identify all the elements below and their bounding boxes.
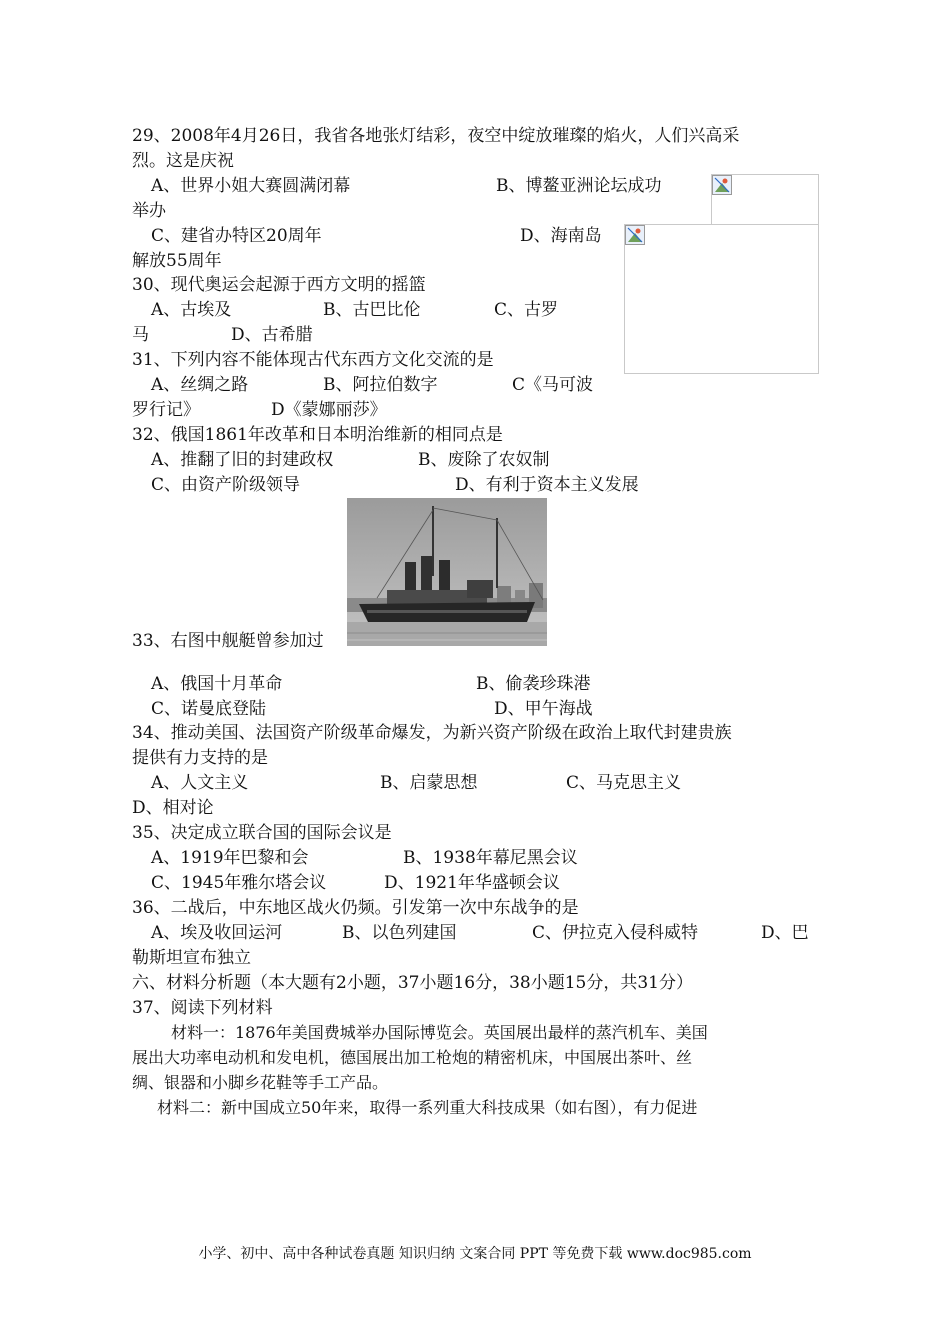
q29-option-b: B、博鳌亚洲论坛成功 bbox=[496, 176, 662, 196]
q32-option-a: A、推翻了旧的封建政权 bbox=[151, 450, 334, 470]
material-2-line1: 材料二：新中国成立50年来，取得一系列重大科技成果（如右图），有力促进 bbox=[157, 1098, 698, 1117]
q33-option-d: D、甲午海战 bbox=[494, 699, 593, 719]
q30-option-c-cont: 马 bbox=[132, 325, 149, 345]
q30-option-b: B、古巴比伦 bbox=[323, 300, 421, 320]
q35-option-b: B、1938年幕尼黑会议 bbox=[403, 848, 578, 868]
q35-option-c: C、1945年雅尔塔会议 bbox=[151, 873, 327, 893]
q29-option-c: C、建省办特区20周年 bbox=[151, 226, 322, 246]
q32-option-d: D、有利于资本主义发展 bbox=[455, 475, 639, 495]
material-1-line1: 材料一：1876年美国费城举办国际博览会。英国展出最样的蒸汽机车、美国 bbox=[171, 1023, 708, 1042]
q29-stem-line2: 烈。这是庆祝 bbox=[132, 151, 234, 171]
q36-option-d-cont: 勒斯坦宣布独立 bbox=[132, 948, 251, 968]
q33-option-c: C、诺曼底登陆 bbox=[151, 699, 267, 719]
q34-option-c: C、马克思主义 bbox=[566, 773, 682, 793]
q36-option-b: B、以色列建国 bbox=[342, 923, 457, 943]
section-6-heading: 六、材料分析题（本大题有2小题，37小题16分，38小题15分，共31分） bbox=[132, 973, 693, 993]
q29-option-d-cont: 解放55周年 bbox=[132, 251, 222, 271]
q31-option-b: B、阿拉伯数字 bbox=[323, 375, 438, 395]
q35-option-d: D、1921年华盛顿会议 bbox=[384, 873, 560, 893]
q34-option-b: B、启蒙思想 bbox=[380, 773, 478, 793]
q29-option-b-cont: 举办 bbox=[132, 201, 166, 221]
q30-option-c: C、古罗 bbox=[494, 300, 559, 320]
q32-option-c: C、由资产阶级领导 bbox=[151, 475, 301, 495]
q29-option-d: D、海南岛 bbox=[520, 226, 602, 246]
q34-stem-line2: 提供有力支持的是 bbox=[132, 748, 268, 768]
q32-option-b: B、废除了农奴制 bbox=[418, 450, 550, 470]
q30-option-a: A、古埃及 bbox=[151, 300, 232, 320]
q33-stem: 33、右图中舰艇曾参加过 bbox=[132, 631, 324, 651]
q36-option-d: D、巴 bbox=[761, 923, 809, 943]
broken-image-icon bbox=[712, 175, 732, 195]
q35-stem: 35、决定成立联合国的国际会议是 bbox=[132, 823, 392, 843]
q34-option-d: D、相对论 bbox=[132, 798, 214, 818]
q31-stem: 31、下列内容不能体现古代东西方文化交流的是 bbox=[132, 350, 494, 370]
q31-option-c: C《马可波 bbox=[512, 375, 594, 395]
page-footer: 小学、初中、高中各种试卷真题 知识归纳 文案合同 PPT 等免费下载 www.doc985.com bbox=[198, 1246, 752, 1262]
q32-stem: 32、俄国1861年改革和日本明治维新的相同点是 bbox=[132, 425, 503, 445]
material-1-line2: 展出大功率电动机和发电机，德国展出加工枪炮的精密机床，中国展出茶叶、丝 bbox=[132, 1048, 693, 1067]
q37-stem: 37、阅读下列材料 bbox=[132, 998, 273, 1018]
q36-option-a: A、埃及收回运河 bbox=[151, 923, 283, 943]
q30-option-d: D、古希腊 bbox=[231, 325, 313, 345]
q36-option-c: C、伊拉克入侵科威特 bbox=[532, 923, 699, 943]
q29-option-a: A、世界小姐大赛圆满闭幕 bbox=[151, 176, 351, 196]
q34-option-a: A、人文主义 bbox=[151, 773, 249, 793]
q35-option-a: A、1919年巴黎和会 bbox=[151, 848, 309, 868]
q36-stem: 36、二战后，中东地区战火仍频。引发第一次中东战争的是 bbox=[132, 898, 579, 918]
broken-image-icon bbox=[625, 225, 645, 245]
q30-stem: 30、现代奥运会起源于西方文明的摇篮 bbox=[132, 275, 426, 295]
image-frame-middle-right bbox=[624, 224, 819, 374]
q33-option-a: A、俄国十月革命 bbox=[151, 674, 283, 694]
cruiser-photo bbox=[347, 498, 547, 646]
q31-option-a: A、丝绸之路 bbox=[151, 375, 249, 395]
q33-option-b: B、偷袭珍珠港 bbox=[476, 674, 591, 694]
q31-option-d: D《蒙娜丽莎》 bbox=[271, 400, 387, 420]
q31-option-c-cont: 罗行记》 bbox=[132, 400, 200, 420]
q29-stem-line1: 29、2008年4月26日，我省各地张灯结彩，夜空中绽放璀璨的焰火，人们兴高采 bbox=[132, 126, 740, 146]
q34-stem-line1: 34、推动美国、法国资产阶级革命爆发，为新兴资产阶级在政治上取代封建贵族 bbox=[132, 723, 732, 743]
material-1-line3: 绸、银器和小脚乡花鞋等手工产品。 bbox=[132, 1073, 389, 1092]
